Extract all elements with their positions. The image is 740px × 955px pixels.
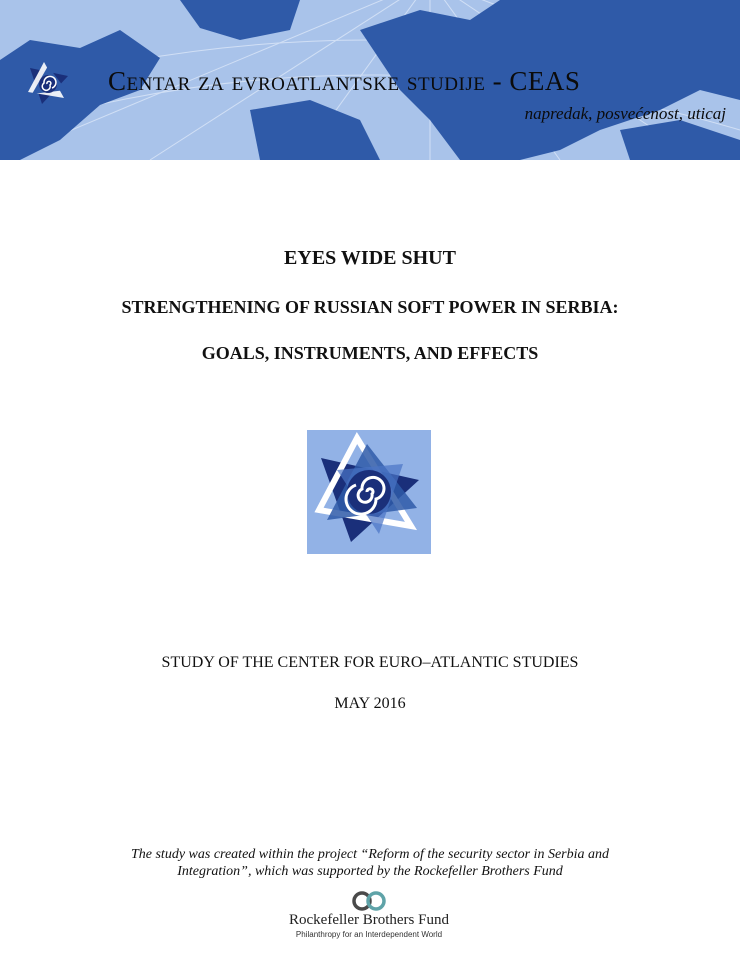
document-subtitle-2: GOALS, INSTRUMENTS, AND EFFECTS: [201, 343, 539, 363]
sponsor-logo: [284, 890, 454, 942]
footnote-line-1: The study was created within the project “Reform of the security sector in Serbia and: [130, 847, 609, 862]
project-footnote: [100, 846, 640, 880]
org-name: Centar za evroatlantske studije - CEAS: [108, 66, 581, 96]
study-line: STUDY OF THE CENTER FOR EURO–ATLANTIC STUDIES: [161, 654, 579, 671]
ceas-logo-icon: [24, 60, 72, 108]
ceas-star-spiral-icon: [307, 430, 431, 554]
document-subtitle-1: STRENGTHENING OF RUSSIAN SOFT POWER IN SERBIA:: [121, 297, 619, 317]
org-motto: napredak, posvećenost, uticaj: [524, 104, 726, 123]
footnote-line-2: Integration”, which was supported by the Rockefeller Brothers Fund: [177, 864, 563, 879]
sponsor-tagline: Philanthropy for an Interdependent World: [295, 930, 443, 939]
date-line: MAY 2016: [334, 695, 406, 712]
rbf-infinity-icon: [350, 890, 388, 912]
document-title: EYES WIDE SHUT: [284, 247, 456, 269]
header-banner: [0, 0, 740, 160]
sponsor-name: Rockefeller Brothers Fund: [289, 912, 449, 928]
